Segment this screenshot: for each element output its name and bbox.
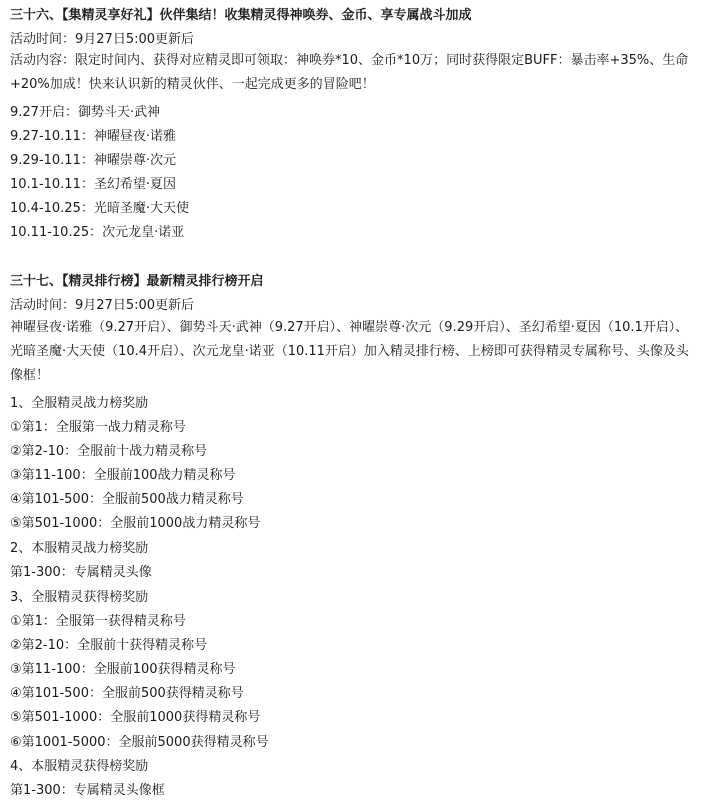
reward-line: ①第1：全服第一获得精灵称号 [10,614,186,629]
reward-line: 第1-300：专属精灵头像框 [10,783,165,798]
reward-heading: 4、本服精灵获得榜奖励 [10,759,149,774]
reward-heading: 1、全服精灵战力榜奖励 [10,396,149,411]
schedule-line: 10.4-10.25：光暗圣魔·大天使 [10,201,189,216]
schedule-line: 9.29-10.11：神曜崇尊·次元 [10,153,176,168]
reward-line: ①第1：全服第一战力精灵称号 [10,420,186,435]
reward-line: ③第11-100：全服前100获得精灵称号 [10,662,236,677]
section-36-title: 三十六、【集精灵享好礼】伙伴集结！收集精灵得神唤券、金币、享专属战斗加成 [10,8,472,23]
schedule-line: 9.27开启：御势斗天·武神 [10,105,161,120]
reward-line: ⑥第1001-5000：全服前5000获得精灵称号 [10,735,269,750]
reward-line: ④第101-500：全服前500获得精灵称号 [10,686,244,701]
reward-line: ③第11-100：全服前100战力精灵称号 [10,468,236,483]
reward-line: 第1-300：专属精灵头像 [10,565,152,580]
schedule-line: 10.1-10.11：圣幻希望·夏因 [10,177,176,192]
reward-heading: 2、本服精灵战力榜奖励 [10,541,149,556]
reward-line: ④第101-500：全服前500战力精灵称号 [10,492,244,507]
reward-line: ②第2-10：全服前十战力精灵称号 [10,444,208,459]
schedule-line: 9.27-10.11：神曜昼夜·诺雅 [10,129,176,144]
reward-heading: 3、全服精灵获得榜奖励 [10,590,149,605]
schedule-line: 10.11-10.25：次元龙皇·诺亚 [10,225,185,240]
section-36-time: 活动时间：9月27日5:00更新后 [10,32,195,47]
section-37-time: 活动时间：9月27日5:00更新后 [10,298,195,313]
section-36-content: 活动内容：限定时间内、获得对应精灵即可领取：神唤券*10、金币*10万；同时获得限定BUFF：暴击率+35%、生命+20%加成！快来认识新的精灵伙伴、一起完成更多的冒险吧！ [10,53,689,92]
reward-line: ⑤第501-1000：全服前1000战力精灵称号 [10,516,261,531]
reward-line: ②第2-10：全服前十获得精灵称号 [10,638,208,653]
section-37-intro: 神曜昼夜·诺雅（9.27开启）、御势斗天·武神（9.27开启）、神曜崇尊·次元（9.29开启）、圣幻希望·夏因（10.1开启）、光暗圣魔·大天使（10.4开启）、次元龙皇·诺亚（10.11开启）加入精灵排行榜、上榜即可获得精灵专属称号、头像及头像框！ [10,320,689,383]
reward-line: ⑤第501-1000：全服前1000获得精灵称号 [10,710,261,725]
section-37-title: 三十七、【精灵排行榜】最新精灵排行榜开启 [10,274,264,289]
